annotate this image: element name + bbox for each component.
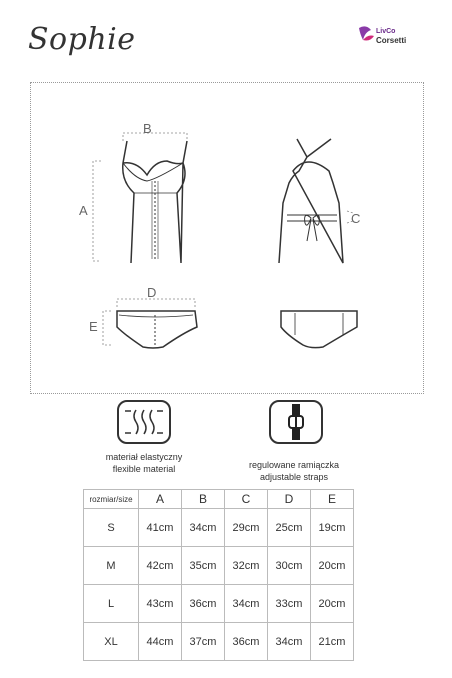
dimension-c-label: C — [351, 211, 361, 226]
feature-adjustable-straps — [216, 459, 372, 483]
feature-flexible-label-pl: materiał elastyczny — [105, 452, 183, 462]
brand-line1: LivCo — [376, 28, 396, 35]
header-b: B — [182, 490, 225, 509]
dimension-b-label: B — [143, 121, 152, 136]
brand-logo — [356, 24, 426, 50]
header-a: A — [139, 490, 182, 509]
feature-flexible-material — [80, 451, 208, 475]
size-cell: M — [84, 547, 139, 585]
dimension-e-label: E — [89, 319, 98, 334]
table-cell: 25cm — [268, 509, 311, 547]
header-d: D — [268, 490, 311, 509]
table-cell: 34cm — [225, 585, 268, 623]
table-row — [84, 623, 354, 661]
dimension-d-label: D — [147, 285, 157, 300]
table-cell: 34cm — [182, 509, 225, 547]
garment-diagram — [30, 82, 424, 394]
table-cell: 37cm — [182, 623, 225, 661]
feature-straps-label-pl: regulowane ramiączka — [248, 460, 340, 470]
header-e: E — [311, 490, 354, 509]
brand-logo-icon — [356, 24, 376, 46]
garment-drawing — [31, 83, 423, 393]
dimension-a-label: A — [79, 203, 88, 218]
table-row — [84, 585, 354, 623]
table-cell: 30cm — [268, 547, 311, 585]
table-cell: 19cm — [311, 509, 354, 547]
size-table-header — [84, 490, 354, 509]
table-cell: 44cm — [139, 623, 182, 661]
table-row — [84, 547, 354, 585]
size-cell: L — [84, 585, 139, 623]
table-cell: 34cm — [268, 623, 311, 661]
table-cell: 29cm — [225, 509, 268, 547]
table-cell: 33cm — [268, 585, 311, 623]
size-cell: S — [84, 509, 139, 547]
header-size: rozmiar/size — [84, 490, 139, 509]
table-cell: 36cm — [182, 585, 225, 623]
header-c: C — [225, 490, 268, 509]
table-cell: 36cm — [225, 623, 268, 661]
table-cell: 20cm — [311, 585, 354, 623]
adjustable-straps-icon — [269, 400, 323, 444]
brand-line2: Corsetti — [376, 36, 407, 45]
elastic-material-icon — [117, 400, 171, 444]
product-title: Sophie — [28, 22, 136, 57]
table-cell: 41cm — [139, 509, 182, 547]
size-table — [83, 489, 354, 661]
table-cell: 42cm — [139, 547, 182, 585]
feature-straps-label-en: adjustable straps — [259, 472, 329, 482]
table-cell: 20cm — [311, 547, 354, 585]
table-cell: 21cm — [311, 623, 354, 661]
table-cell: 35cm — [182, 547, 225, 585]
table-row — [84, 509, 354, 547]
table-cell: 43cm — [139, 585, 182, 623]
feature-flexible-label-en: flexible material — [112, 464, 176, 474]
size-cell: XL — [84, 623, 139, 661]
table-cell: 32cm — [225, 547, 268, 585]
